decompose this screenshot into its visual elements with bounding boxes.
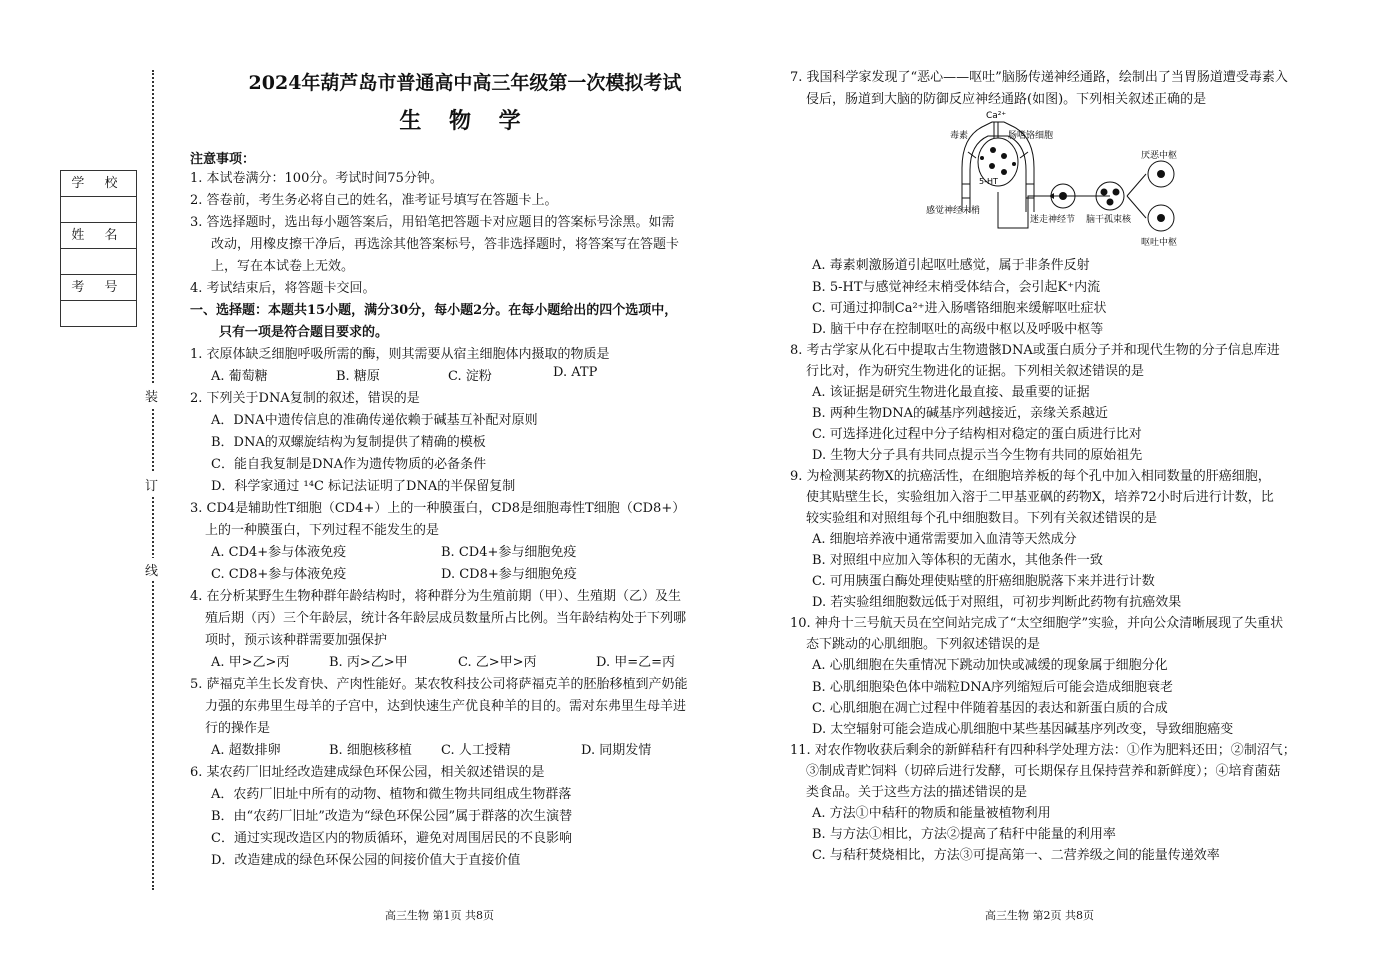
option[interactable]: D. ATP <box>553 365 598 380</box>
option[interactable]: C. 可通过抑制Ca²⁺进入肠嗜铬细胞来缓解呕吐症状 <box>812 301 1107 316</box>
question-stem: 侵后，肠道到大脑的防御反应神经通路(如图)。下列相关叙述正确的是 <box>806 92 1207 107</box>
question-stem: ③制成青贮饲料（切碎后进行发酵，可长期保存且保持营养和新鲜度）；④培育菌菇 <box>806 764 1281 779</box>
question-stem: 上的一种膜蛋白，下列过程不能发生的是 <box>205 523 440 538</box>
toxin-label: 毒素 <box>950 131 969 141</box>
note-line: 1. 本试卷满分：100分。考试时间75分钟。 <box>190 171 443 186</box>
ec-cell-label: 肠嗜铬细胞 <box>1008 131 1054 141</box>
option[interactable]: C. 可用胰蛋白酶处理使贴壁的肝癌细胞脱落下来并进行计数 <box>812 574 1155 589</box>
section-heading: 只有一项是符合题目要求的。 <box>219 325 389 340</box>
question-stem: 7. 我国科学家发现了“恶心——呕吐”脑肠传递神经通路，绘制出了当胃肠道遭受毒素入 <box>790 70 1288 85</box>
5ht-label: 5-HT <box>979 177 998 186</box>
question-stem: 殖后期（丙）三个年龄层，统计各年龄层成员数量所占比例。当年龄结构处于下列哪 <box>205 611 687 626</box>
question-stem: 3. CD4是辅助性T细胞（CD4+）上的一种膜蛋白，CD8是细胞毒性T细胞（CD8+） <box>190 501 686 516</box>
question-stem: 5. 萨福克羊生长发育快、产肉性能好。某农牧科技公司将萨福克羊的胚胎移植到产奶能 <box>190 677 688 692</box>
option[interactable]: A. 葡萄糖 <box>211 369 268 384</box>
note-line: 上，写在本试卷上无效。 <box>211 259 355 274</box>
option[interactable]: C. 心肌细胞在凋亡过程中伴随着基因的表达和新蛋白质的合成 <box>812 701 1168 716</box>
question-stem: 较实验组和对照组每个孔中细胞数目。下列有关叙述错误的是 <box>806 511 1158 526</box>
question-stem: 态下跳动的心肌细胞。下列叙述错误的是 <box>806 637 1041 652</box>
option[interactable]: C. 乙>甲>丙 <box>458 655 537 670</box>
binding-char-zhuang: 装 <box>145 384 158 407</box>
option[interactable]: C．能自我复制是DNA作为遗传物质的必备条件 <box>211 457 487 472</box>
question-stem: 4. 在分析某野生生物种群年龄结构时，将种群分为生殖前期（甲）、生殖期（乙）及生 <box>190 589 682 604</box>
calcium-label: Ca²⁺ <box>986 111 1007 121</box>
option[interactable]: B．由“农药厂旧址”改造为“绿色环保公园”属于群落的次生演替 <box>211 809 573 824</box>
question-stem: 行的操作是 <box>205 721 271 736</box>
option[interactable]: B. 丙>乙>甲 <box>329 655 408 670</box>
note-line: 2. 答卷前，考生务必将自己的姓名，准考证号填写在答题卡上。 <box>190 193 558 208</box>
option[interactable]: C. 与秸秆焚烧相比，方法③可提高第一、二营养级之间的能量传递效率 <box>812 848 1220 863</box>
option[interactable]: B. 5-HT与感觉神经末梢受体结合，会引起K⁺内流 <box>812 280 1101 295</box>
question-stem: 行比对，作为研究生物进化的证据。下列相关叙述错误的是 <box>806 364 1145 379</box>
binding-char-xian: 线 <box>145 558 158 581</box>
question-stem: 10. 神舟十三号航天员在空间站完成了“太空细胞学”实验，并向公众清晰展现了失重状 <box>790 616 1284 631</box>
option[interactable]: D．改造建成的绿色环保公园的间接价值大于直接价值 <box>211 853 521 868</box>
school-blank[interactable] <box>61 197 136 223</box>
option[interactable]: A. 超数排卵 <box>211 743 281 758</box>
name-blank[interactable] <box>61 249 136 275</box>
option[interactable]: D．科学家通过 ¹⁴C 标记法证明了DNA的半保留复制 <box>211 479 516 494</box>
question-stem: 力强的东弗里生母羊的子宫中，达到快速生产优良种羊的目的。需对东弗里生母羊进 <box>205 699 687 714</box>
option[interactable]: D. 脑干中存在控制呕吐的高级中枢以及呼吸中枢等 <box>812 322 1104 337</box>
option[interactable]: D. 太空辐射可能会造成心肌细胞中某些基因碱基序列改变，导致细胞癌变 <box>812 722 1234 737</box>
question-stem: 项时，预示该种群需要加强保护 <box>205 633 388 648</box>
option[interactable]: A. 毒素刺激肠道引起呕吐感觉，属于非条件反射 <box>812 258 1090 273</box>
section-heading: 一、选择题：本题共15小题，满分30分，每小题2分。在每小题给出的四个选项中， <box>190 303 678 318</box>
question-stem: 2. 下列关于DNA复制的叙述，错误的是 <box>190 391 420 406</box>
option[interactable]: B. 对照组中应加入等体积的无菌水，其他条件一致 <box>812 553 1103 568</box>
option[interactable]: B．DNA的双螺旋结构为复制提供了精确的模板 <box>211 435 486 450</box>
school-label: 学 校 <box>61 171 136 197</box>
option[interactable]: A. 方法①中秸秆的物质和能量被植物利用 <box>812 806 1051 821</box>
option[interactable]: A. 心肌细胞在失重情况下跳动加快或减缓的现象属于细胞分化 <box>812 658 1168 673</box>
gut-brain-neural-pathway-diagram <box>918 108 1198 250</box>
option[interactable]: B. 细胞核移植 <box>329 743 412 758</box>
option[interactable]: D. 生物大分子具有共同点提示当今生物有共同的原始祖先 <box>812 448 1143 463</box>
question-stem: 8. 考古学家从化石中提取古生物遗骸DNA或蛋白质分子并和现代生物的分子信息库进 <box>790 343 1280 358</box>
option[interactable]: C. 淀粉 <box>448 369 492 384</box>
option[interactable]: A. 细胞培养液中通常需要加入血清等天然成分 <box>812 532 1077 547</box>
question-stem: 6. 某农药厂旧址经改造建成绿色环保公园，相关叙述错误的是 <box>190 765 545 780</box>
exam-title: 2024年葫芦岛市普通高中高三年级第一次模拟考试 <box>248 72 682 94</box>
option[interactable]: C. CD8+参与体液免疫 <box>211 567 347 582</box>
vagus-ganglion-label: 迷走神经节 <box>1030 215 1076 225</box>
question-stem: 使其贴壁生长，实验组加入溶于二甲基亚砜的药物X，培养72小时后进行计数，比 <box>806 490 1274 505</box>
option[interactable]: A．农药厂旧址中所有的动物、植物和微生物共同组成生物群落 <box>211 787 572 802</box>
question-stem: 9. 为检测某药物X的抗癌活性，在细胞培养板的每个孔中加入相同数量的肝癌细胞， <box>790 469 1271 484</box>
exam-no-label: 考 号 <box>61 275 136 301</box>
exam-no-blank[interactable] <box>61 301 136 326</box>
notes-heading: 注意事项： <box>190 152 256 167</box>
option[interactable]: C．通过实现改造区内的物质循环，避免对周围居民的不良影响 <box>211 831 572 846</box>
option[interactable]: D. CD8+参与细胞免疫 <box>441 567 577 582</box>
page-footer-right: 高三生物 第2页 共8页 <box>985 909 1094 922</box>
question-stem: 11. 对农作物收获后剩余的新鲜秸秆有四种科学处理方法：①作为肥料还田；②制沼气； <box>790 743 1296 758</box>
option[interactable]: B. 心肌细胞染色体中端粒DNA序列缩短后可能会造成细胞衰老 <box>812 680 1174 695</box>
option[interactable]: A. 该证据是研究生物进化最直接、最重要的证据 <box>812 385 1090 400</box>
option[interactable]: C. 可选择进化过程中分子结构相对稳定的蛋白质进行比对 <box>812 427 1142 442</box>
option[interactable]: B. CD4+参与细胞免疫 <box>441 545 577 560</box>
student-info-box <box>60 170 137 327</box>
note-line: 3. 答选择题时，选出每小题答案后，用铅笔把答题卡对应题目的答案标号涂黑。如需 <box>190 215 675 230</box>
sensory-nerve-label: 感觉神经末梢 <box>926 206 981 216</box>
option[interactable]: D. 甲=乙=丙 <box>596 655 676 670</box>
option[interactable]: C. 人工授精 <box>441 743 511 758</box>
brainstem-nucleus-label: 脑干孤束核 <box>1086 215 1132 225</box>
subject-title: 生 物 学 <box>399 108 531 134</box>
vomit-center-label: 呕吐中枢 <box>1141 238 1178 248</box>
note-line: 改动，用橡皮擦干净后，再选涂其他答案标号，答非选择题时，将答案写在答题卡 <box>211 237 680 252</box>
option[interactable]: D. 同期发情 <box>581 743 652 758</box>
option[interactable]: B. 与方法①相比，方法②提高了秸秆中能量的利用率 <box>812 827 1116 842</box>
disgust-center-label: 厌恶中枢 <box>1141 151 1178 161</box>
page-footer-left: 高三生物 第1页 共8页 <box>385 909 494 922</box>
option[interactable]: B. 两种生物DNA的碱基序列越接近，亲缘关系越近 <box>812 406 1109 421</box>
question-stem: 类食品。关于这些方法的描述错误的是 <box>806 785 1028 800</box>
name-label: 姓 名 <box>61 223 136 249</box>
question-stem: 1. 衣原体缺乏细胞呼吸所需的酶，则其需要从宿主细胞体内摄取的物质是 <box>190 347 610 362</box>
option[interactable]: A. 甲>乙>丙 <box>211 655 290 670</box>
option[interactable]: A．DNA中遗传信息的准确传递依赖于碱基互补配对原则 <box>211 413 538 428</box>
note-line: 4. 考试结束后，将答题卡交回。 <box>190 281 376 296</box>
binding-char-ding: 订 <box>145 473 158 496</box>
option[interactable]: D. 若实验组细胞数远低于对照组，可初步判断此药物有抗癌效果 <box>812 595 1182 610</box>
option[interactable]: B. 糖原 <box>336 369 380 384</box>
option[interactable]: A. CD4+参与体液免疫 <box>211 545 347 560</box>
